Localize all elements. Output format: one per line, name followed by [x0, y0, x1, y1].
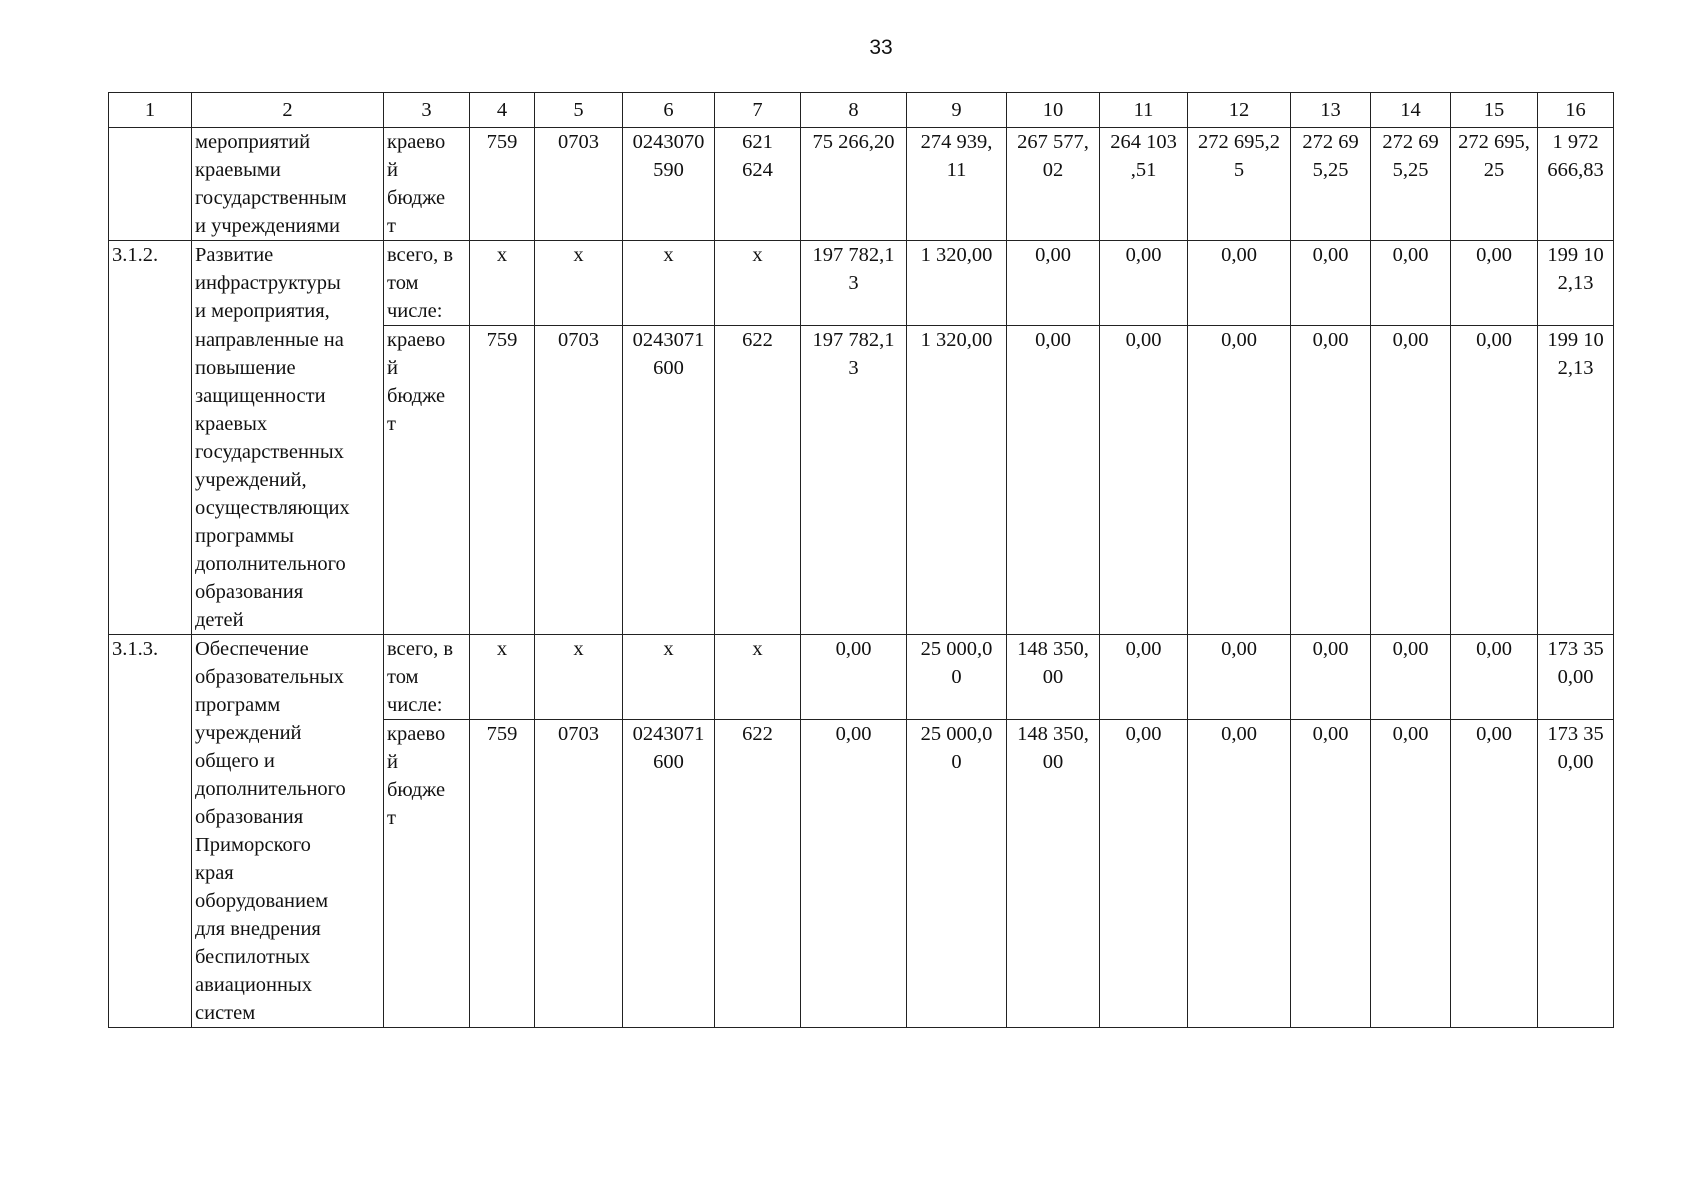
funding-source: всего, в том числе: — [384, 634, 470, 719]
column-header: 8 — [801, 93, 907, 128]
column-header: 14 — [1371, 93, 1451, 128]
row-number: 3.1.2. — [109, 241, 192, 326]
column-header: 10 — [1007, 93, 1100, 128]
cell-col9: 25 000,0 0 — [907, 719, 1007, 1028]
table-header-row — [109, 93, 1614, 128]
column-header: 12 — [1188, 93, 1291, 128]
cell-col11: 0,00 — [1100, 241, 1188, 326]
cell-col7: 622 — [715, 719, 801, 1028]
page-number: 33 — [869, 36, 893, 59]
row-number: 3.1.3. — [109, 634, 192, 719]
cell-col7: 621 624 — [715, 128, 801, 241]
cell-col5: 0703 — [535, 719, 623, 1028]
cell-col6: 0243071 600 — [623, 326, 715, 635]
cell-col11: 0,00 — [1100, 326, 1188, 635]
column-header: 1 — [109, 93, 192, 128]
column-header: 13 — [1291, 93, 1371, 128]
cell-col9: 1 320,00 — [907, 241, 1007, 326]
activity-name: направленные на повышение защищенности краевых государственных учреждений, осуществляющих программы дополнительного образования детей — [192, 326, 384, 635]
cell-col12: 272 695,2 5 — [1188, 128, 1291, 241]
cell-col13: 272 69 5,25 — [1291, 128, 1371, 241]
cell-col5: x — [535, 634, 623, 719]
cell-col13: 0,00 — [1291, 326, 1371, 635]
cell-col16: 173 35 0,00 — [1538, 719, 1614, 1028]
activity-name: учреждений общего и дополнительного образования Приморского края оборудованием для внедрения беспилотных авиационных систем — [192, 719, 384, 1028]
column-header: 7 — [715, 93, 801, 128]
cell-col11: 0,00 — [1100, 634, 1188, 719]
funding-source: краево й бюдже т — [384, 719, 470, 1028]
row-number — [109, 326, 192, 635]
cell-col6: x — [623, 634, 715, 719]
cell-col5: 0703 — [535, 326, 623, 635]
cell-col15: 0,00 — [1451, 241, 1538, 326]
column-header: 16 — [1538, 93, 1614, 128]
cell-col12: 0,00 — [1188, 326, 1291, 635]
activity-name: мероприятий краевыми государственным и учреждениями — [192, 128, 384, 241]
cell-col10: 148 350, 00 — [1007, 719, 1100, 1028]
cell-col13: 0,00 — [1291, 241, 1371, 326]
cell-col12: 0,00 — [1188, 241, 1291, 326]
column-header: 3 — [384, 93, 470, 128]
column-header: 4 — [470, 93, 535, 128]
budget-table — [108, 92, 1614, 1028]
funding-source: краево й бюдже т — [384, 128, 470, 241]
cell-col6: 0243070 590 — [623, 128, 715, 241]
cell-col15: 0,00 — [1451, 634, 1538, 719]
activity-name: Развитие инфраструктуры и мероприятия, — [192, 241, 384, 326]
column-header: 2 — [192, 93, 384, 128]
cell-col4: x — [470, 634, 535, 719]
cell-col7: x — [715, 634, 801, 719]
cell-col5: 0703 — [535, 128, 623, 241]
column-header: 9 — [907, 93, 1007, 128]
cell-col11: 264 103 ,51 — [1100, 128, 1188, 241]
cell-col10: 148 350, 00 — [1007, 634, 1100, 719]
cell-col14: 0,00 — [1371, 326, 1451, 635]
table-row — [109, 241, 1614, 326]
cell-col15: 272 695, 25 — [1451, 128, 1538, 241]
column-header: 15 — [1451, 93, 1538, 128]
column-header: 11 — [1100, 93, 1188, 128]
cell-col16: 1 972 666,83 — [1538, 128, 1614, 241]
funding-source: всего, в том числе: — [384, 241, 470, 326]
column-header: 6 — [623, 93, 715, 128]
cell-col4: 759 — [470, 326, 535, 635]
cell-col7: x — [715, 241, 801, 326]
cell-col4: x — [470, 241, 535, 326]
cell-col14: 0,00 — [1371, 241, 1451, 326]
table-row — [109, 719, 1614, 1028]
cell-col6: 0243071 600 — [623, 719, 715, 1028]
cell-col8: 0,00 — [801, 634, 907, 719]
cell-col9: 25 000,0 0 — [907, 634, 1007, 719]
column-header: 5 — [535, 93, 623, 128]
cell-col10: 0,00 — [1007, 326, 1100, 635]
cell-col14: 0,00 — [1371, 634, 1451, 719]
cell-col7: 622 — [715, 326, 801, 635]
cell-col13: 0,00 — [1291, 719, 1371, 1028]
funding-source: краево й бюдже т — [384, 326, 470, 635]
cell-col16: 173 35 0,00 — [1538, 634, 1614, 719]
cell-col8: 197 782,1 3 — [801, 241, 907, 326]
cell-col4: 759 — [470, 719, 535, 1028]
table-row — [109, 128, 1614, 241]
cell-col5: x — [535, 241, 623, 326]
cell-col15: 0,00 — [1451, 719, 1538, 1028]
cell-col14: 272 69 5,25 — [1371, 128, 1451, 241]
cell-col9: 274 939, 11 — [907, 128, 1007, 241]
cell-col12: 0,00 — [1188, 634, 1291, 719]
table-row — [109, 634, 1614, 719]
cell-col15: 0,00 — [1451, 326, 1538, 635]
cell-col10: 267 577, 02 — [1007, 128, 1100, 241]
cell-col14: 0,00 — [1371, 719, 1451, 1028]
row-number — [109, 128, 192, 241]
cell-col8: 0,00 — [801, 719, 907, 1028]
cell-col8: 75 266,20 — [801, 128, 907, 241]
cell-col4: 759 — [470, 128, 535, 241]
cell-col6: x — [623, 241, 715, 326]
cell-col10: 0,00 — [1007, 241, 1100, 326]
row-number — [109, 719, 192, 1028]
cell-col13: 0,00 — [1291, 634, 1371, 719]
cell-col8: 197 782,1 3 — [801, 326, 907, 635]
cell-col12: 0,00 — [1188, 719, 1291, 1028]
cell-col9: 1 320,00 — [907, 326, 1007, 635]
table-row — [109, 326, 1614, 635]
cell-col16: 199 10 2,13 — [1538, 326, 1614, 635]
cell-col11: 0,00 — [1100, 719, 1188, 1028]
cell-col16: 199 10 2,13 — [1538, 241, 1614, 326]
activity-name: Обеспечение образовательных программ — [192, 634, 384, 719]
